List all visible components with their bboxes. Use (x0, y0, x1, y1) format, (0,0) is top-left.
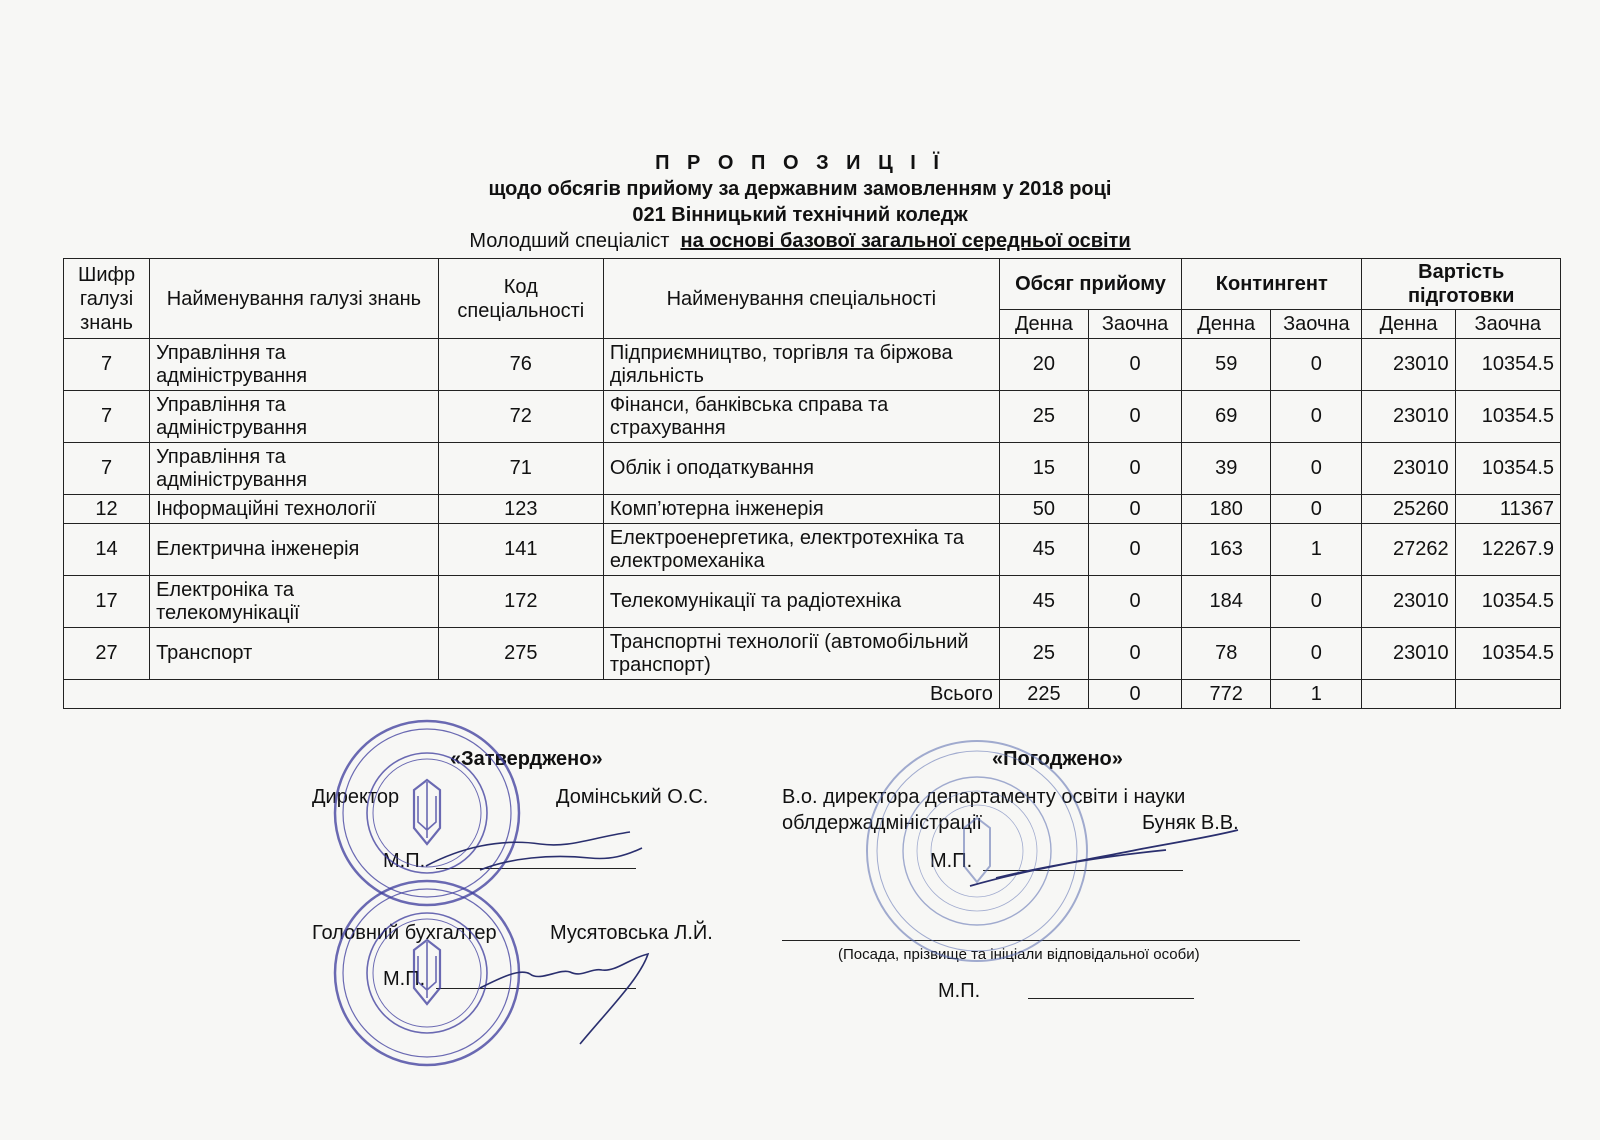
admission-table (63, 258, 1561, 709)
table-row (64, 576, 1561, 628)
subheader-extramural: Заочна (1455, 310, 1560, 339)
subheader-day: Денна (1182, 310, 1271, 339)
cell-spec-code: 76 (438, 339, 603, 391)
cell-admission-day: 45 (999, 576, 1088, 628)
total-admission-extramural: 0 (1088, 680, 1181, 709)
cell-field-code: 27 (64, 628, 150, 680)
agreed-mp2: М.П. (938, 980, 981, 1002)
header-cost: Вартість підготовки (1362, 259, 1561, 310)
cell-admission-extramural: 0 (1088, 495, 1181, 524)
header-contingent: Контингент (1182, 259, 1362, 310)
cell-admission-day: 25 (999, 628, 1088, 680)
cell-field-name: Електрична інженерія (150, 524, 439, 576)
cell-spec-name: Телекомунікації та радіотехніка (603, 576, 999, 628)
cell-contingent-extramural: 0 (1271, 628, 1362, 680)
document-header (0, 150, 1600, 254)
cell-cost-extramural: 10354.5 (1455, 391, 1560, 443)
document-subtitle: щодо обсягів прийому за державним замовленням у 2018 році (488, 178, 1112, 200)
agreed-title: «Погоджено» (992, 748, 1123, 770)
table-total-row (64, 680, 1561, 709)
cell-cost-day: 25260 (1362, 495, 1455, 524)
signature-icon (470, 938, 670, 1048)
cell-field-code: 7 (64, 443, 150, 495)
cell-cost-extramural: 10354.5 (1455, 443, 1560, 495)
institution-name: 021 Вінницький технічний коледж (632, 204, 968, 226)
cell-contingent-extramural: 1 (1271, 524, 1362, 576)
education-basis (0, 228, 1600, 254)
cell-spec-name: Підприємництво, торгівля та біржова діяльність (603, 339, 999, 391)
cell-contingent-extramural: 0 (1271, 443, 1362, 495)
cell-contingent-extramural: 0 (1271, 495, 1362, 524)
cell-cost-day: 23010 (1362, 391, 1455, 443)
total-label: Всього (64, 680, 1000, 709)
agreed-mp2-line (1028, 998, 1194, 999)
cell-contingent-day: 78 (1182, 628, 1271, 680)
cell-cost-extramural: 11367 (1455, 495, 1560, 524)
cell-contingent-extramural: 0 (1271, 339, 1362, 391)
cell-spec-code: 123 (438, 495, 603, 524)
cell-field-code: 17 (64, 576, 150, 628)
table-row (64, 495, 1561, 524)
cell-admission-extramural: 0 (1088, 443, 1181, 495)
table-row (64, 524, 1561, 576)
director-label: Директор (312, 786, 400, 808)
cell-contingent-day: 69 (1182, 391, 1271, 443)
cell-cost-extramural: 10354.5 (1455, 576, 1560, 628)
cell-contingent-extramural: 0 (1271, 576, 1362, 628)
cell-admission-day: 15 (999, 443, 1088, 495)
cell-spec-code: 172 (438, 576, 603, 628)
header-spec-name: Найменування спеціальності (603, 259, 999, 339)
accountant-label: Головний бухгалтер (312, 922, 497, 944)
cell-spec-name: Комп’ютерна інженерія (603, 495, 999, 524)
cell-cost-extramural: 10354.5 (1455, 628, 1560, 680)
subheader-extramural: Заочна (1088, 310, 1181, 339)
signature-icon (966, 820, 1246, 900)
cell-contingent-day: 59 (1182, 339, 1271, 391)
cell-admission-extramural: 0 (1088, 391, 1181, 443)
accountant-mp: М.П. (383, 968, 426, 990)
cell-cost-day: 23010 (1362, 443, 1455, 495)
cell-cost-day: 23010 (1362, 576, 1455, 628)
header-admission: Обсяг прийому (999, 259, 1181, 310)
cell-contingent-day: 163 (1182, 524, 1271, 576)
cell-cost-day: 23010 (1362, 628, 1455, 680)
cell-contingent-day: 180 (1182, 495, 1271, 524)
cell-field-name: Електроніка та телекомунікації (150, 576, 439, 628)
cell-field-code: 7 (64, 391, 150, 443)
cell-field-name: Інформаційні технології (150, 495, 439, 524)
cell-admission-extramural: 0 (1088, 576, 1181, 628)
cell-admission-day: 20 (999, 339, 1088, 391)
total-cost-extramural (1455, 680, 1560, 709)
basis-value: на основі базової загальної середньої освіти (680, 230, 1131, 252)
table-row (64, 628, 1561, 680)
cell-admission-day: 25 (999, 391, 1088, 443)
cell-spec-code: 141 (438, 524, 603, 576)
cell-spec-name: Транспортні технології (автомобільний транспорт) (603, 628, 999, 680)
table-header-row (64, 259, 1561, 310)
responsible-person-caption: (Посада, прізвище та ініціали відповідальної особи) (838, 946, 1200, 963)
accountant-name: Мусятовська Л.Й. (550, 922, 713, 944)
header-field-code: Шифр галузі знань (64, 259, 150, 339)
cell-field-name: Управління та адміністрування (150, 339, 439, 391)
cell-field-name: Управління та адміністрування (150, 443, 439, 495)
cell-contingent-day: 184 (1182, 576, 1271, 628)
table-row (64, 391, 1561, 443)
cell-contingent-day: 39 (1182, 443, 1271, 495)
header-spec-code: Код спеціальності (438, 259, 603, 339)
cell-spec-code: 71 (438, 443, 603, 495)
document-title: П Р О П О З И Ц І Ї (655, 152, 945, 174)
cell-field-code: 14 (64, 524, 150, 576)
approved-title: «Затверджено» (450, 748, 603, 770)
cell-field-code: 12 (64, 495, 150, 524)
cell-spec-name: Облік і оподаткування (603, 443, 999, 495)
total-contingent-extramural: 1 (1271, 680, 1362, 709)
cell-admission-extramural: 0 (1088, 628, 1181, 680)
cell-field-code: 7 (64, 339, 150, 391)
cell-admission-day: 45 (999, 524, 1088, 576)
cell-admission-extramural: 0 (1088, 339, 1181, 391)
cell-spec-code: 72 (438, 391, 603, 443)
basis-label: Молодший спеціаліст (469, 230, 670, 252)
total-contingent-day: 772 (1182, 680, 1271, 709)
subheader-day: Денна (1362, 310, 1455, 339)
cell-field-name: Транспорт (150, 628, 439, 680)
cell-admission-day: 50 (999, 495, 1088, 524)
cell-spec-code: 275 (438, 628, 603, 680)
cell-cost-extramural: 12267.9 (1455, 524, 1560, 576)
subheader-extramural: Заочна (1271, 310, 1362, 339)
header-field-name: Найменування галузі знань (150, 259, 439, 339)
cell-contingent-extramural: 0 (1271, 391, 1362, 443)
total-cost-day (1362, 680, 1455, 709)
cell-cost-extramural: 10354.5 (1455, 339, 1560, 391)
director-mp: М.П. (383, 850, 426, 872)
signature-icon (420, 818, 650, 888)
table-row (64, 339, 1561, 391)
agreed-position-line1: В.о. директора департаменту освіти і науки (782, 786, 1186, 808)
cell-cost-day: 23010 (1362, 339, 1455, 391)
cell-spec-name: Електроенергетика, електротехніка та електромеханіка (603, 524, 999, 576)
cell-spec-name: Фінанси, банківська справа та страхування (603, 391, 999, 443)
cell-field-name: Управління та адміністрування (150, 391, 439, 443)
agreed-name: Буняк В.В. (1142, 812, 1239, 834)
agreed-mp: М.П. (930, 850, 973, 872)
subheader-day: Денна (999, 310, 1088, 339)
cell-admission-extramural: 0 (1088, 524, 1181, 576)
table-row (64, 443, 1561, 495)
director-name: Домінський О.С. (556, 786, 709, 808)
total-admission-day: 225 (999, 680, 1088, 709)
agreed-position-line2: облдержадміністрації (782, 812, 982, 834)
cell-cost-day: 27262 (1362, 524, 1455, 576)
